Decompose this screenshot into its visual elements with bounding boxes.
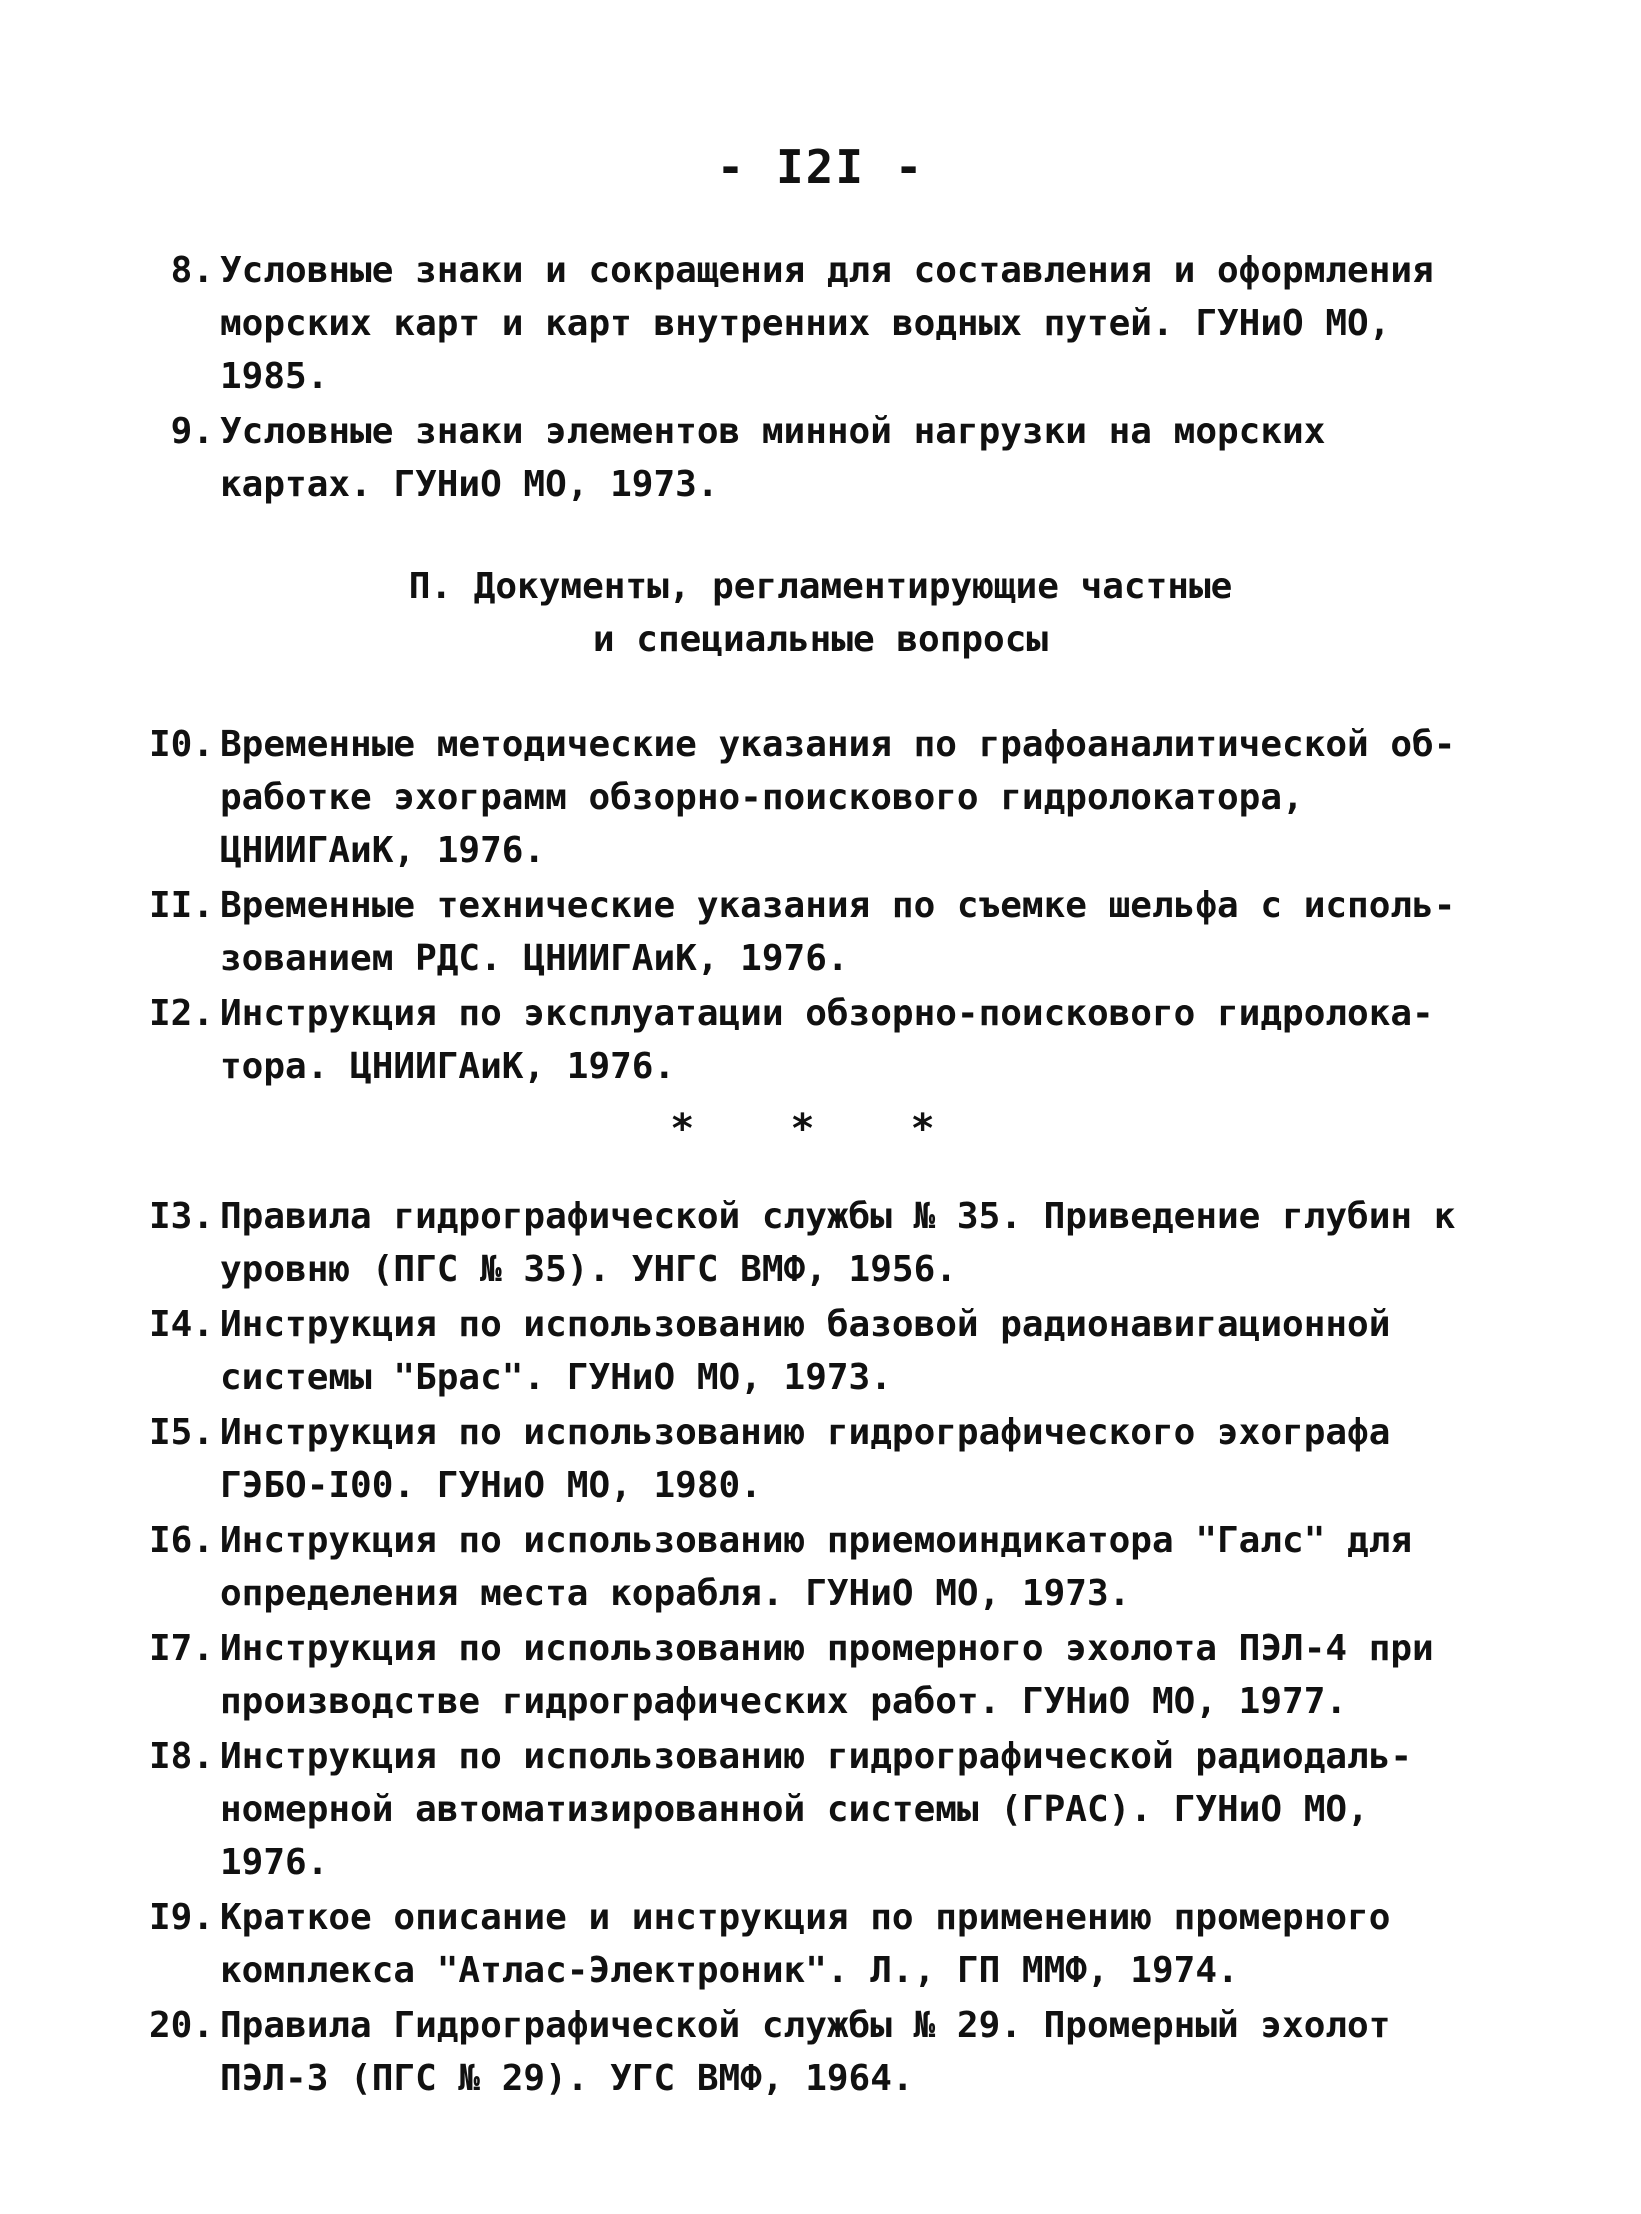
reference-number: I9.	[148, 1897, 214, 1938]
reference-item	[150, 879, 1470, 985]
reference-text-line: Правила гидрографической службы № 35. Приведение глубин к	[220, 1196, 1456, 1237]
reference-text-line: уровню (ПГС № 35). УНГС ВМФ, 1956.	[220, 1249, 957, 1290]
reference-item	[150, 1298, 1470, 1404]
reference-item	[150, 718, 1470, 877]
reference-number: I4.	[148, 1304, 214, 1345]
reference-list-section-b	[150, 718, 1470, 1095]
reference-text-line: Временные технические указания по съемке шельфа с исполь-	[220, 885, 1456, 926]
reference-text-line: Временные методические указания по графоаналитической об-	[220, 724, 1456, 765]
reference-number: I5.	[148, 1412, 214, 1453]
reference-item	[150, 405, 1470, 511]
reference-number: 20.	[148, 2005, 214, 2046]
reference-number: I0.	[148, 724, 214, 765]
reference-text-line: Инструкция по эксплуатации обзорно-поискового гидролока-	[220, 993, 1434, 1034]
reference-number: II.	[148, 885, 214, 926]
reference-item	[150, 1999, 1470, 2105]
reference-list-section-c	[150, 1190, 1470, 2107]
reference-text-line: Инструкция по использованию приемоиндикатора "Галс" для	[220, 1520, 1413, 1561]
reference-text-line: Условные знаки элементов минной нагрузки на морских	[220, 411, 1326, 452]
reference-text-line: 1985.	[220, 356, 329, 397]
reference-number: 9.	[170, 411, 214, 452]
reference-text-line: производстве гидрографических работ. ГУНиО МО, 1977.	[220, 1681, 1348, 1722]
reference-text-line: картах. ГУНиО МО, 1973.	[220, 464, 719, 505]
reference-text-line: Условные знаки и сокращения для составления и оформления	[220, 250, 1434, 291]
reference-text-line: комплекса "Атлас-Электроник". Л., ГП ММФ, 1974.	[220, 1950, 1239, 1991]
reference-item	[150, 1514, 1470, 1620]
reference-number: I6.	[148, 1520, 214, 1561]
section-heading-line: и специальные вопросы	[592, 619, 1049, 660]
reference-item	[150, 1622, 1470, 1728]
section-heading-line: П. Документы, регламентирующие частные	[408, 566, 1233, 607]
reference-number: 8.	[170, 250, 214, 291]
reference-text-line: зованием РДС. ЦНИИГАиК, 1976.	[220, 938, 849, 979]
reference-text-line: Краткое описание и инструкция по применению промерного	[220, 1897, 1391, 1938]
reference-text-line: ПЭЛ-3 (ПГС № 29). УГС ВМФ, 1964.	[220, 2058, 914, 2099]
reference-text-line: Инструкция по использованию гидрографической радиодаль-	[220, 1736, 1413, 1777]
reference-item	[150, 1190, 1470, 1296]
reference-text-line: ЦНИИГАиК, 1976.	[220, 830, 546, 871]
reference-number: I3.	[148, 1196, 214, 1237]
reference-text-line: морских карт и карт внутренних водных путей. ГУНиО МО,	[220, 303, 1391, 344]
reference-item	[150, 1730, 1470, 1889]
reference-text-line: Инструкция по использованию гидрографического эхографа	[220, 1412, 1391, 1453]
reference-text-line: работке эхограмм обзорно-поискового гидролокатора,	[220, 777, 1304, 818]
reference-text-line: ГЭБО-I00. ГУНиО МО, 1980.	[220, 1465, 762, 1506]
reference-text-line: Правила Гидрографической службы № 29. Промерный эхолот	[220, 2005, 1391, 2046]
reference-text-line: 1976.	[220, 1842, 329, 1883]
reference-item	[150, 1406, 1470, 1512]
reference-text-line: системы "Брас". ГУНиО МО, 1973.	[220, 1357, 892, 1398]
reference-item	[150, 244, 1470, 403]
reference-text-line: номерной автоматизированной системы (ГРАС). ГУНиО МО,	[220, 1789, 1369, 1830]
reference-number: I2.	[148, 993, 214, 1034]
asterisk-separator: * * *	[670, 1106, 971, 1152]
reference-text-line: тора. ЦНИИГАиК, 1976.	[220, 1046, 676, 1087]
reference-text-line: Инструкция по использованию промерного эхолота ПЭЛ-4 при	[220, 1628, 1434, 1669]
reference-text-line: определения места корабля. ГУНиО МО, 1973.	[220, 1573, 1131, 1614]
section-heading	[0, 560, 1641, 666]
reference-item	[150, 987, 1470, 1093]
reference-item	[150, 1891, 1470, 1997]
reference-text-line: Инструкция по использованию базовой радионавигационной	[220, 1304, 1391, 1345]
reference-number: I7.	[148, 1628, 214, 1669]
page-number: - I2I -	[716, 140, 925, 194]
reference-list-section-a	[150, 244, 1470, 513]
reference-number: I8.	[148, 1736, 214, 1777]
